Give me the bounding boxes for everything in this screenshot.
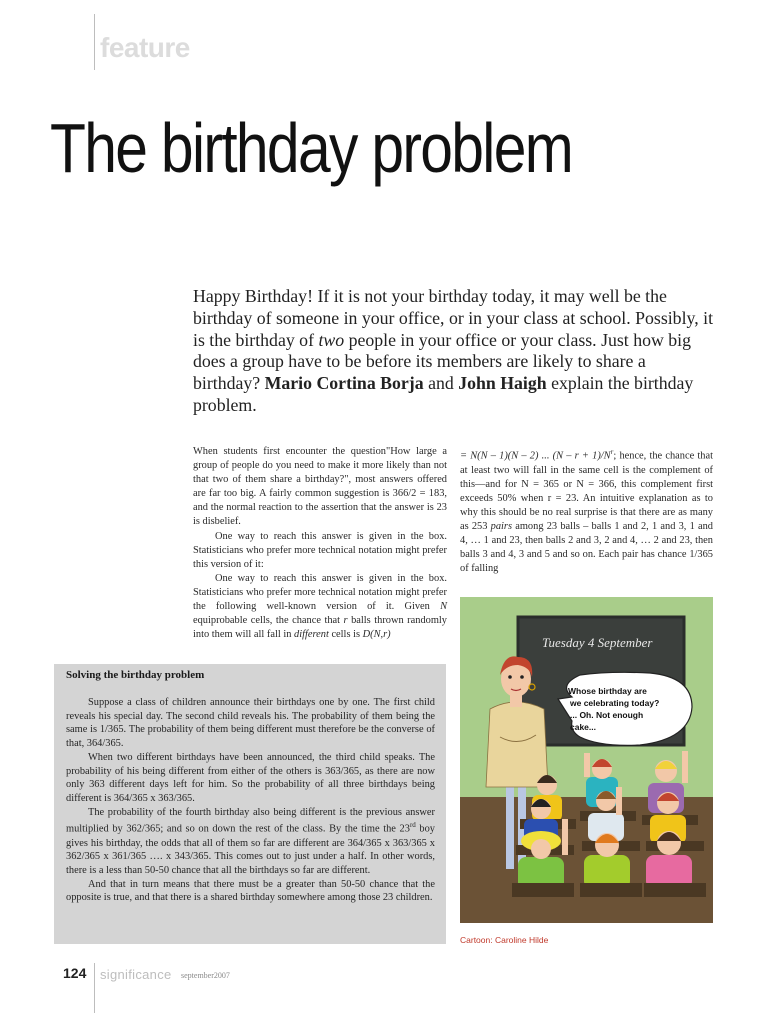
speech-line: we celebrating today? — [570, 698, 660, 708]
body-column-right — [460, 445, 713, 576]
sidebar-body — [66, 696, 435, 905]
body-text: among 23 balls – balls 1 and 2, 1 and 3, 1 and 4, … 1 and 23, then balls 2 and 3, 2 and 4, … 2 and 23, then balls 3 and 4, 3 and 5 and so on. Each pair has chance 1/365 of falling — [460, 520, 713, 575]
sidebar-box — [54, 664, 446, 944]
desk — [580, 883, 642, 897]
body-text: ; hence, the chance that at least two will fall in the same cell is the complement of this—and for N = 365 or N = 366, this complement first exceeds 50% when r = 23. An intuitive explanation as to why this should be no real surprise is that there are as many as 253 — [460, 450, 713, 532]
speech-line: ... Oh. Not enough — [570, 710, 644, 720]
cartoon-credit: Cartoon: Caroline Hilde — [460, 935, 549, 945]
speech-bubble — [558, 672, 692, 745]
sidebar-paragraph: And that in turn means that there must be a greater than 50-50 chance that the opposite is true, and that there is a shared birthday somewhere among those 23 children. — [66, 878, 435, 904]
sidebar-text: The probability of the fourth birthday also being different is the previous answer multiplied by 362/365; and so on down the rest of the class. By the time the 23 — [66, 806, 435, 835]
page-number: 124 — [63, 965, 87, 981]
standfirst-text: people in your office or your class. Just how big does a group have to be before its members are likely to share a birthday? — [193, 329, 691, 394]
body-emphasis: different — [294, 629, 329, 641]
math-symbol: N — [440, 601, 447, 613]
sidebar-paragraph: Suppose a class of children announce their birthdays one by one. The first child reveals his special day. The second child reveals his. The probability of them being the same is 1/365. The probability of them being different must therefore be the converse of that, 364/365. — [66, 697, 435, 750]
body-emphasis: pairs — [490, 520, 513, 532]
ordinal-suffix: rd — [409, 821, 416, 830]
body-paragraph: When students first encounter the question"How large a group of people do you need to make it more likely than not that two of them share a birthday?", most answers offered are far too big. A fairly common suggestion is 366/2 = 183, and the normal reaction to the assertion that the answer is 23 is disbelief. — [193, 446, 447, 528]
math-symbol: r — [343, 615, 348, 627]
standfirst-emphasis: two — [318, 329, 345, 350]
footer-divider — [94, 963, 95, 1013]
body-paragraph — [460, 445, 713, 576]
article-title: The birthday problem — [50, 109, 573, 187]
desk — [644, 883, 706, 897]
header-divider — [94, 14, 95, 70]
magazine-name: significance — [100, 967, 172, 982]
standfirst-text: Happy Birthday! If it is not your birthday today, it may well be the birthday of someone in your office, or in your class at school. Possibly, it is the birthday of — [193, 286, 714, 350]
sidebar-text: boy gives his birthday, the odds that all of them so far are different are 364/365 x 363/365 x 362/365 x 361/365 …. x 343/365. This comes out to just under a half. In other words, there is a less than 50-50 chance that all the birthdays so far are different. — [66, 823, 435, 876]
author-name: Mario Cortina Borja — [264, 373, 424, 394]
blackboard-text: Tuesday 4 September — [542, 635, 653, 650]
issue-date: september2007 — [181, 971, 230, 980]
math-superscript: r — [610, 448, 614, 456]
body-text: balls thrown randomly into them will all fall in — [193, 615, 448, 641]
speech-line: Whose birthday are — [568, 686, 647, 696]
author-name: John Haigh — [458, 373, 547, 394]
standfirst-text: and — [423, 373, 459, 394]
body-column-left — [193, 445, 447, 642]
sidebar-paragraph — [66, 806, 435, 878]
math-formula: D(N,r) — [362, 629, 391, 641]
standfirst — [193, 286, 715, 417]
math-formula: = N(N – 1)(N – 2) ... (N – r + 1)/N — [460, 450, 611, 462]
standfirst-text: explain the birthday problem. — [193, 373, 694, 415]
body-paragraph: One way to reach this answer is given in the box. Statisticians who prefer more technical notation might prefer this version of it: — [193, 530, 447, 570]
sidebar-paragraph: When two different birthdays have been announced, the third child speaks. The probability of his being different from either of the others is 363/365, as there are now only 363 different days left for him. So the probability of all three birthdays being different is 364/365 x 363/365. — [66, 751, 435, 804]
cartoon-illustration — [460, 597, 713, 923]
body-text: cells is — [328, 629, 363, 641]
desk — [512, 883, 574, 897]
body-text: equiprobable cells, the chance that — [193, 615, 344, 627]
sidebar-title: Solving the birthday problem — [66, 669, 205, 681]
speech-line: cake... — [570, 722, 596, 732]
body-text: One way to reach this answer is given in the box. Statisticians who prefer more technical notation might prefer the following well-known version of it. Given — [193, 572, 447, 613]
section-label: feature — [100, 32, 190, 63]
body-paragraph — [193, 572, 447, 642]
